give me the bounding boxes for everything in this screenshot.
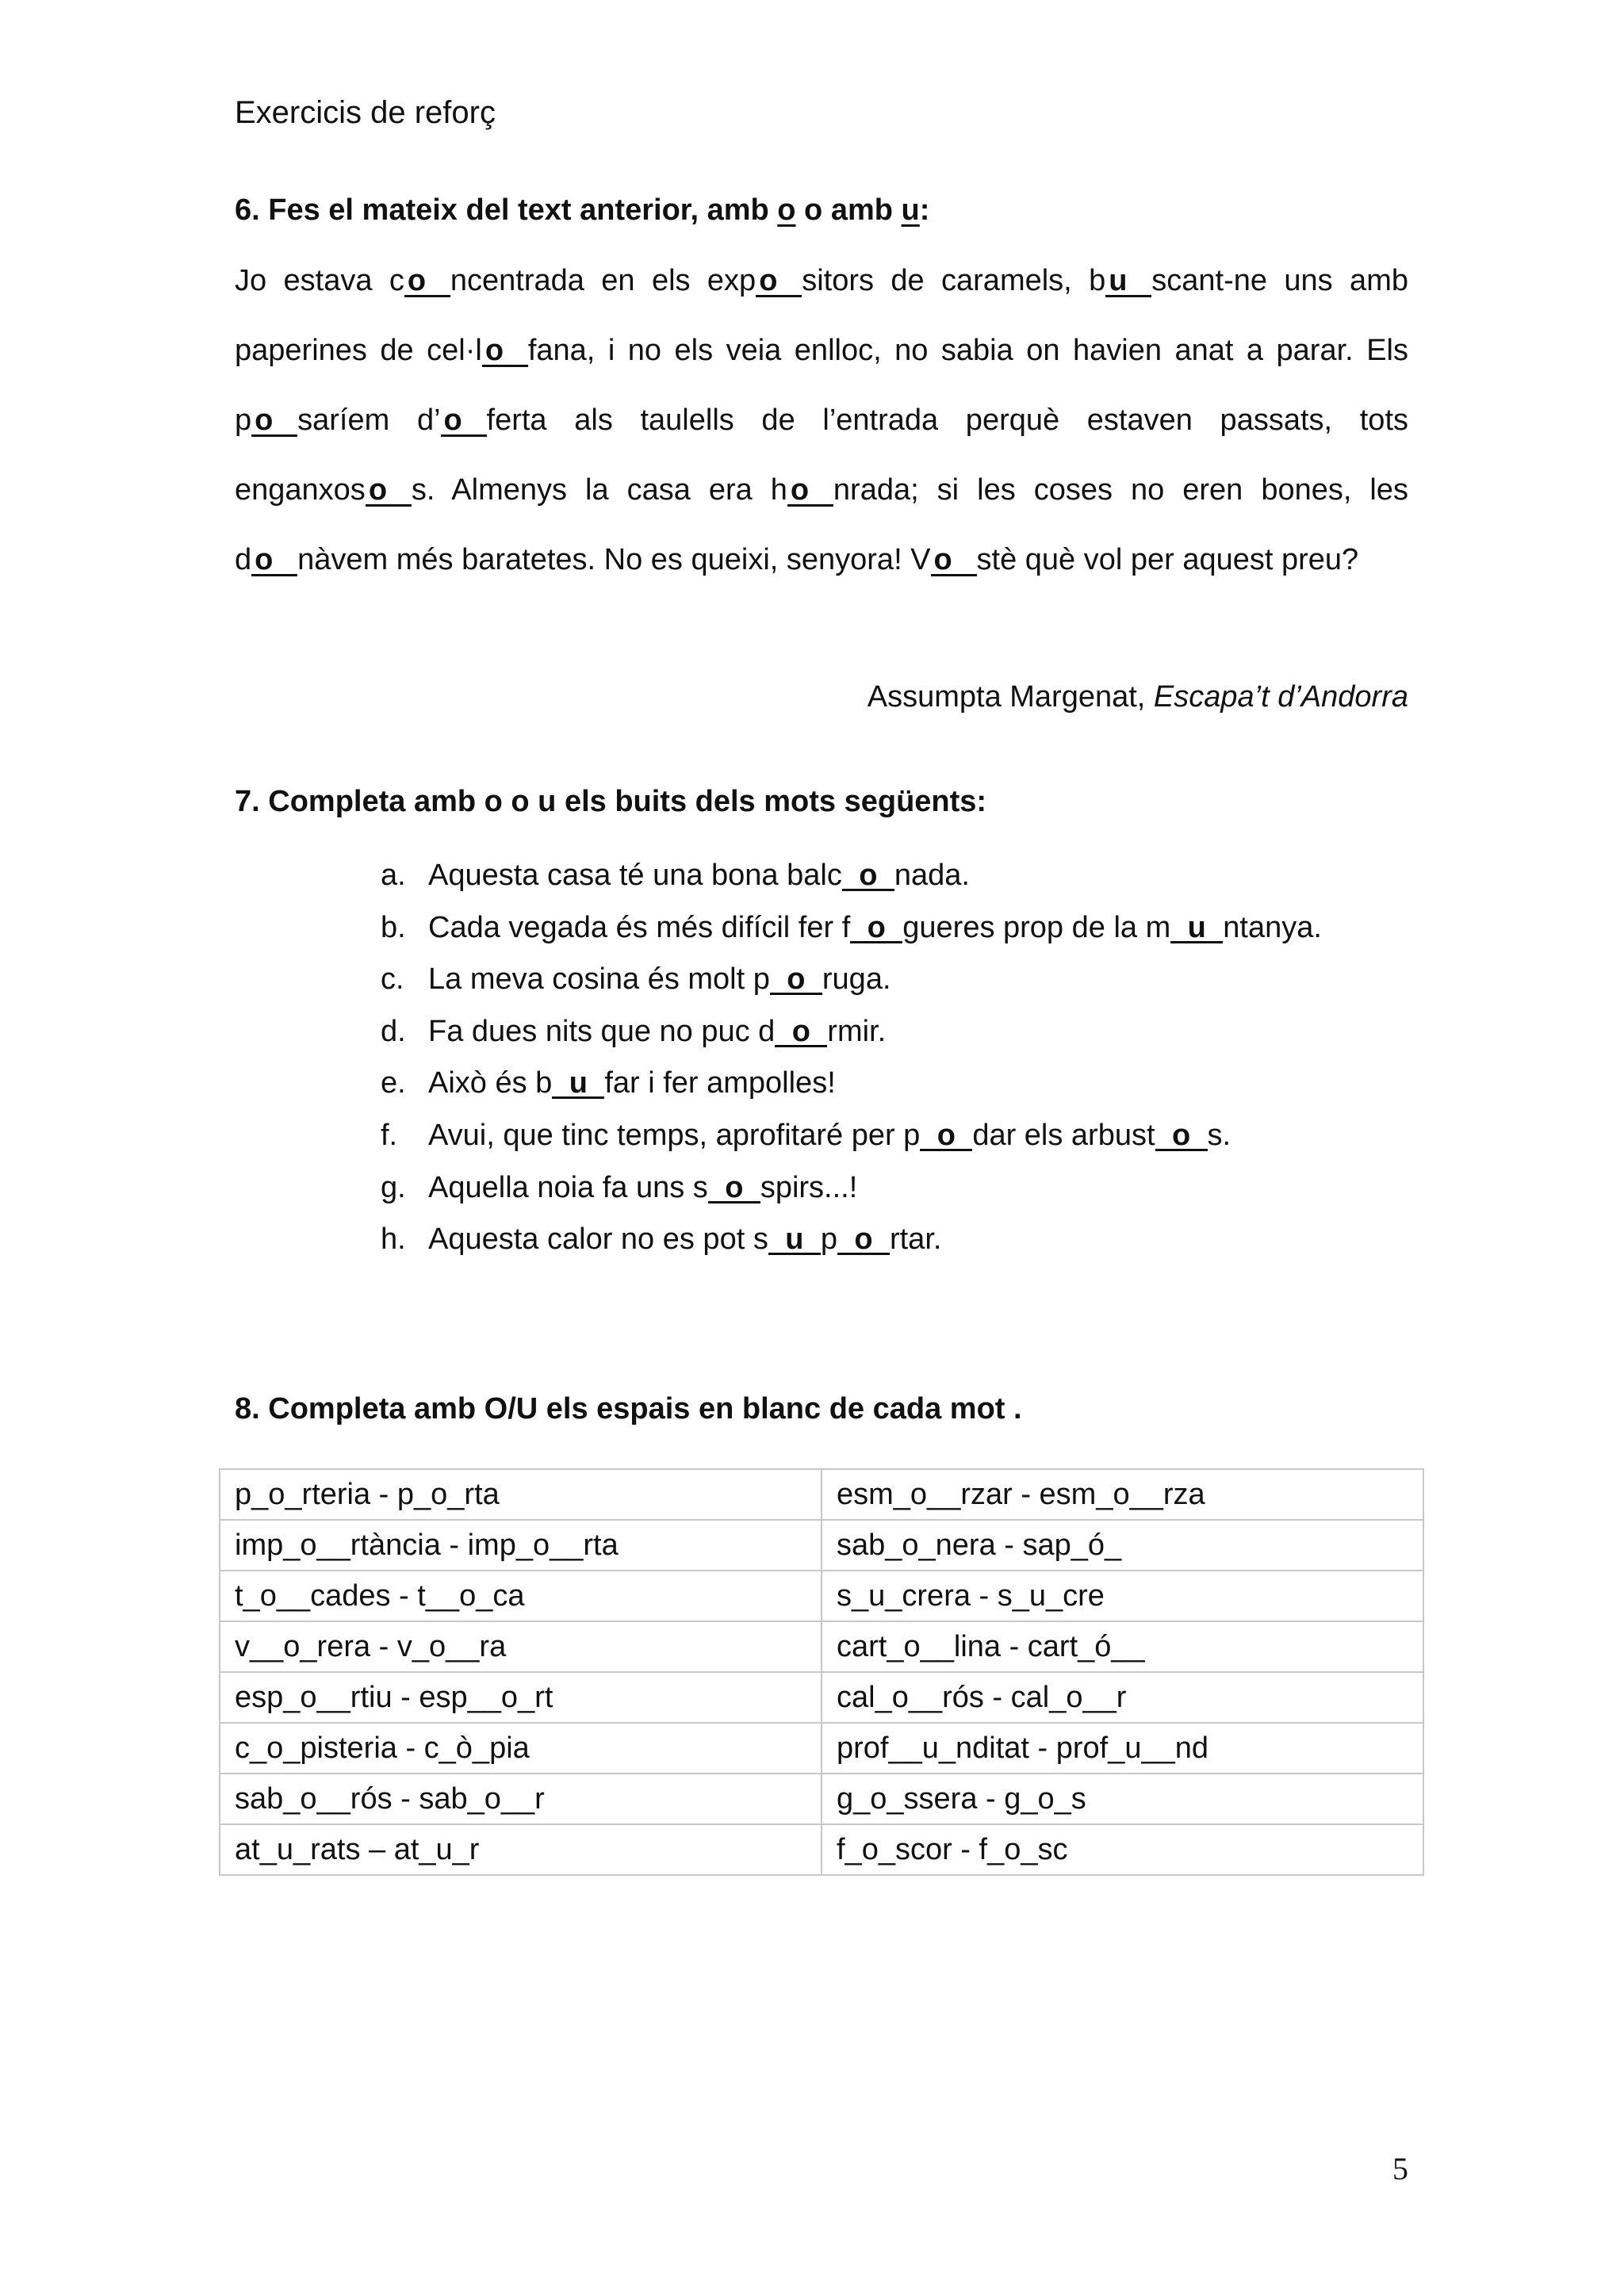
list-item-text: [428, 1162, 857, 1215]
answer-blank: o: [842, 862, 894, 891]
table-row: [220, 1774, 1423, 1824]
answer-blank: o: [251, 545, 297, 576]
paragraph-line: [235, 455, 1408, 525]
table-cell: cal_o__rós - cal_o__r: [822, 1672, 1423, 1723]
list-item: [381, 1162, 1322, 1215]
answer-blank: o: [850, 914, 902, 943]
text-segment: ferta als taulells de l’entrada perquè estaven passats, tots: [486, 404, 1408, 437]
text-segment: p: [820, 1223, 837, 1257]
list-marker: e.: [381, 1066, 406, 1100]
text-segment: enganxos: [235, 473, 366, 507]
text-segment: Això és b: [428, 1066, 553, 1100]
list-marker: c.: [381, 962, 404, 997]
text-segment: nàvem més baratetes. No es queixi, senyora! V: [297, 543, 931, 576]
exercise-7-list: [381, 850, 1322, 1266]
text-segment: saríem d’: [297, 404, 441, 437]
text-segment: d: [235, 543, 252, 576]
list-marker: d.: [381, 1014, 406, 1048]
answer-blank: o: [404, 266, 450, 297]
text-segment: s. Almenys la casa era h: [411, 473, 787, 507]
answer-blank: o: [366, 476, 412, 507]
text-segment: p: [235, 404, 252, 437]
text-segment: fana, i no els veia enlloc, no sabia on havien anat a parar. Els: [527, 334, 1408, 367]
heading-letter-o: o: [777, 193, 796, 227]
text-segment: Aquella noia fa uns s: [428, 1170, 708, 1204]
answer-blank: o: [931, 545, 977, 576]
heading-text: 6. Fes el mateix del text anterior, amb: [235, 193, 778, 227]
text-segment: paperines de cel·l: [235, 334, 482, 367]
answer-blank: o: [251, 406, 297, 437]
text-segment: scant-ne uns amb: [1151, 264, 1408, 297]
table-cell: v__o_rera - v_o__ra: [220, 1621, 822, 1672]
text-segment: Aquesta casa té una bona balc: [428, 859, 842, 892]
table-cell: c_o_pisteria - c_ò_pia: [220, 1723, 822, 1774]
text-segment: stè què vol per aquest preu?: [976, 543, 1359, 576]
table-cell: sab_o_nera - sap_ó_: [822, 1520, 1423, 1571]
list-item: [381, 1110, 1322, 1162]
table-row: [220, 1672, 1423, 1723]
table-cell: p_o_rteria - p_o_rta: [220, 1469, 822, 1520]
answer-blank: o: [708, 1174, 760, 1203]
table-cell: esm_o__rzar - esm_o__rza: [822, 1469, 1423, 1520]
list-marker: h.: [381, 1223, 406, 1257]
list-item-text: [428, 850, 970, 902]
table-cell: esp_o__rtiu - esp__o_rt: [220, 1672, 822, 1723]
text-segment: rmir.: [827, 1014, 887, 1048]
exercise-6-paragraph: [235, 246, 1408, 595]
answer-blank: u: [1105, 266, 1151, 297]
table-cell: sab_o__rós - sab_o__r: [220, 1774, 822, 1824]
answer-blank: o: [756, 266, 802, 297]
table-cell: prof__u_nditat - prof_u__nd: [822, 1723, 1423, 1774]
text-segment: nada.: [894, 859, 970, 892]
table-row: [220, 1621, 1423, 1672]
text-segment: nrada; si les coses no eren bones, les: [833, 473, 1408, 507]
table-cell: at_u_rats – at_u_r: [220, 1824, 822, 1875]
list-marker: g.: [381, 1170, 406, 1204]
list-item-text: [428, 902, 1322, 955]
text-segment: ncentrada en els exp: [450, 264, 756, 297]
table-row: [220, 1571, 1423, 1621]
text-segment: gueres prop de la m: [902, 910, 1171, 944]
table-cell: imp_o__rtància - imp_o__rta: [220, 1520, 822, 1571]
answer-blank: o: [787, 476, 833, 507]
heading-letter-u: u: [901, 193, 920, 227]
answer-blank: u: [552, 1070, 604, 1099]
text-segment: sitors de caramels, b: [802, 264, 1106, 297]
table-row: [220, 1723, 1423, 1774]
list-item-text: [428, 1110, 1231, 1162]
page-header: Exercicis de reforç: [235, 95, 496, 130]
list-item-text: [428, 1006, 886, 1058]
text-segment: Cada vegada és més difícil fer f: [428, 910, 851, 944]
text-segment: far i fer ampolles!: [604, 1066, 836, 1100]
list-item-text: [428, 1214, 941, 1266]
text-segment: La meva cosina és molt p: [428, 962, 770, 997]
list-marker: a.: [381, 859, 406, 892]
answer-blank: o: [1155, 1122, 1208, 1151]
text-segment: Jo estava c: [235, 264, 404, 297]
table-cell: g_o_ssera - g_o_s: [822, 1774, 1423, 1824]
table-cell: f_o_scor - f_o_sc: [822, 1824, 1423, 1875]
table-cell: s_u_crera - s_u_cre: [822, 1571, 1423, 1621]
text-segment: ntanya.: [1223, 910, 1322, 944]
paragraph-line: [235, 385, 1408, 455]
text-segment: Fa dues nits que no puc d: [428, 1014, 776, 1048]
answer-blank: o: [837, 1226, 890, 1255]
list-item: [381, 1006, 1322, 1058]
exercise-7-heading: 7. Completa amb o o u els buits dels mots següents:: [235, 785, 987, 818]
table-row: [220, 1824, 1423, 1875]
list-item: [381, 850, 1322, 902]
list-item: [381, 1214, 1322, 1266]
list-marker: f.: [381, 1118, 398, 1152]
heading-text: :: [919, 193, 930, 227]
text-segment: dar els arbust: [972, 1118, 1155, 1152]
citation: [868, 680, 1408, 714]
list-item: [381, 954, 1322, 1006]
table-row: [220, 1469, 1423, 1520]
citation-author: Assumpta Margenat,: [867, 680, 1154, 714]
answer-blank: o: [770, 966, 822, 995]
list-item: [381, 1058, 1322, 1110]
exercise-8-table: [219, 1468, 1424, 1876]
text-segment: s.: [1207, 1118, 1231, 1152]
exercise-8-heading: 8. Completa amb O/U els espais en blanc de cada mot .: [235, 1392, 1022, 1425]
answer-blank: u: [1170, 914, 1223, 943]
table-cell: cart_o__lina - cart_ó__: [822, 1621, 1423, 1672]
answer-blank: o: [920, 1122, 972, 1151]
list-item-text: [428, 1058, 836, 1110]
answer-blank: o: [441, 406, 487, 437]
paragraph-line: [235, 246, 1408, 316]
page-number: 5: [1392, 2151, 1408, 2187]
answer-blank: o: [482, 336, 528, 367]
text-segment: Aquesta calor no es pot s: [428, 1223, 768, 1257]
table-cell: t_o__cades - t__o_ca: [220, 1571, 822, 1621]
text-segment: rtar.: [889, 1223, 942, 1257]
text-segment: Avui, que tinc temps, aprofitaré per p: [428, 1118, 921, 1152]
answer-blank: o: [775, 1018, 827, 1047]
citation-work: Escapa’t d’Andorra: [1153, 680, 1408, 714]
list-item: [381, 902, 1322, 955]
text-segment: ruga.: [822, 962, 891, 997]
list-marker: b.: [381, 910, 406, 944]
list-item-text: [428, 954, 891, 1006]
paragraph-line: [235, 316, 1408, 385]
paragraph-line: [235, 525, 1408, 595]
heading-text: o amb: [795, 193, 902, 227]
exercise-6-heading: [235, 193, 929, 228]
answer-blank: u: [768, 1226, 821, 1255]
table-row: [220, 1520, 1423, 1571]
text-segment: spirs...!: [760, 1170, 858, 1204]
